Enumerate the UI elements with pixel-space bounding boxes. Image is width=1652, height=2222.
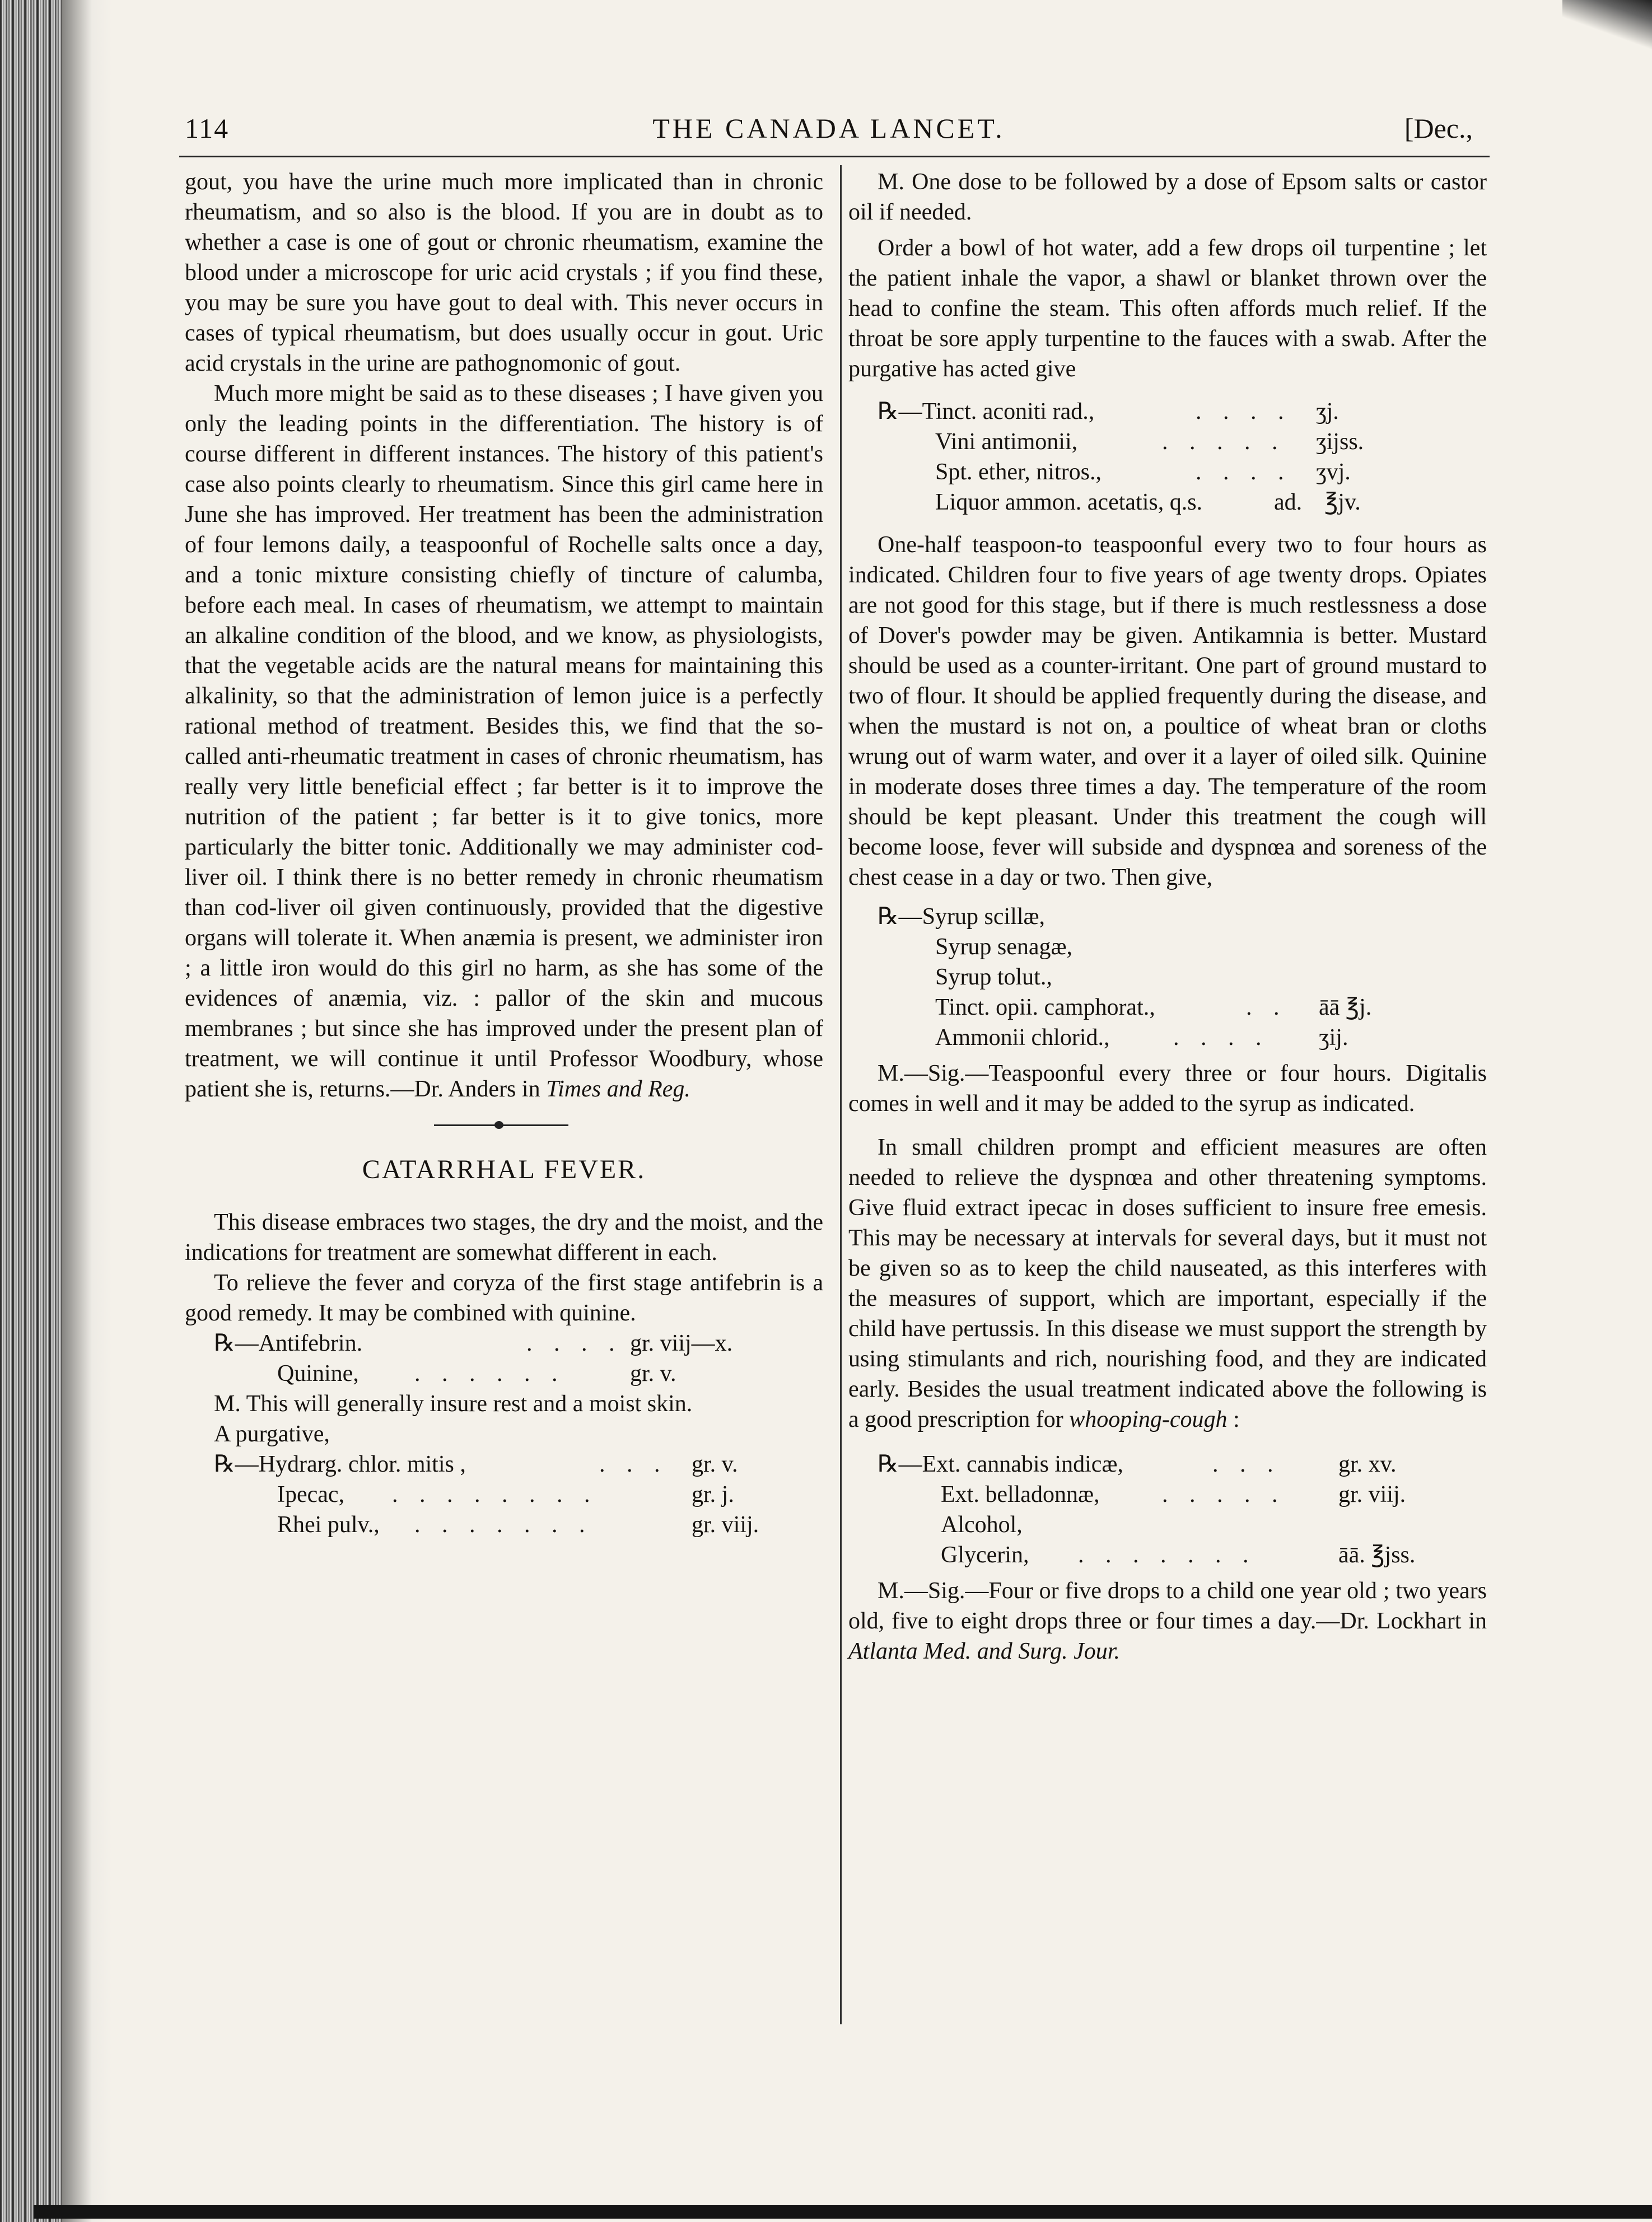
issue-label: [Dec., <box>1404 113 1473 144</box>
body-paragraph: To relieve the fever and coryza of the first stage antifebrin is a good remedy. It may be combined with quinine. <box>185 1270 823 1326</box>
paragraph-text: : <box>1227 1407 1240 1432</box>
running-header <box>185 112 1473 162</box>
scan-corner-artifact <box>1562 0 1652 50</box>
prescription-line: ℞—Syrup scillæ, <box>878 904 1046 930</box>
body-paragraph <box>848 1576 1487 1666</box>
prescription-line: Liquor ammon. acetatis, q.s. ad. ℥jv. <box>935 489 1361 515</box>
body-paragraph: M.—Sig.—Teaspoonful every three or four hours. Digitalis comes in well and it may be added to the syrup as indicated. <box>848 1061 1487 1117</box>
left-column <box>185 167 823 1540</box>
prescription-block <box>185 1449 823 1540</box>
prescription-line: ℞—Antifebrin. . . . . . gr. viij—x. <box>214 1331 733 1356</box>
header-rule <box>179 156 1490 157</box>
scan-gutter-shade <box>62 0 112 2222</box>
journal-title: THE CANADA LANCET. <box>652 113 1005 144</box>
citation: Times and Reg. <box>546 1076 690 1102</box>
page-number: 114 <box>185 113 230 144</box>
scan-binding-shadow <box>0 0 62 2222</box>
prescription-line: Ammonii chlorid., . . . . ʒij. <box>935 1025 1348 1051</box>
prescription-block <box>848 1449 1487 1570</box>
emphasis: whooping-cough <box>1069 1407 1228 1432</box>
prescription-line: Syrup tolut., <box>935 964 1052 990</box>
prescription-line: Ext. belladonnæ, . . . . . gr. viij. <box>941 1482 1406 1507</box>
body-paragraph: M. This will generally insure rest and a moist skin. <box>214 1391 693 1417</box>
column-divider <box>840 165 842 2024</box>
prescription-line: Syrup senagæ, <box>935 934 1072 960</box>
prescription-line: Vini antimonii, . . . . . ʒijss. <box>935 429 1364 455</box>
prescription-line: ℞—Hydrarg. chlor. mitis , . . . gr. v. <box>214 1451 738 1477</box>
prescription-line: Spt. ether, nitros., . . . . ʒvj. <box>935 459 1351 485</box>
prescription-line: Alcohol, <box>941 1512 1023 1538</box>
paragraph-text: In small children prompt and efficient measures are often needed to relieve the dyspnœa and other threatening symptoms. Give fluid extract ipecac in doses sufficient to insure free emesis. This may be necessary at intervals for several days, but it must not be given so as to keep the child nauseated, as this interferes with the measures of support, which are important, especially if the child have pertussis. In this disease we must support the strength by using stimulants and rich, nourishing food, and they are indicated early. Besides the usual treatment indicated above the following is a good prescription for <box>848 1135 1487 1432</box>
body-paragraph: A purgative, <box>214 1421 330 1447</box>
section-heading: CATARRHAL FEVER. <box>362 1155 646 1184</box>
prescription-line: ℞—Ext. cannabis indicæ, . . . gr. xv. <box>878 1451 1397 1477</box>
body-paragraph: gout, you have the urine much more implicated than in chronic rheumatism, and so also is the blood. If you are in doubt as to whether a case is one of gout or chronic rheumatism, examine the blood under a microscope for uric acid crystals ; if you find these, you may be sure you have gout to deal with. This never occurs in cases of typical rheumatism, but does usually occur in gout. Uric acid crystals in the urine are pathognomonic of gout. <box>185 169 823 376</box>
prescription-line: Quinine, . . . . . . gr. v. <box>277 1361 676 1387</box>
prescription-line: ℞—Tinct. aconiti rad., . . . . ʒj. <box>878 399 1339 424</box>
paragraph-text: M.—Sig.—Four or five drops to a child one year old ; two years old, five to eight drops three or four times a day.—Dr. Lockhart in <box>848 1578 1487 1634</box>
right-column <box>848 167 1487 1666</box>
body-paragraph: Order a bowl of hot water, add a few drops oil turpentine ; let the patient inhale the vapor, a shawl or blanket thrown over the head to confine the steam. This often affords much relief. If the throat be sore apply turpentine to the fauces with a swab. After the purgative has acted give <box>848 235 1487 382</box>
prescription-block <box>185 1328 823 1389</box>
scan-bottom-edge <box>34 2205 1652 2219</box>
citation: Atlanta Med. and Surg. Jour. <box>848 1639 1120 1664</box>
prescription-block <box>848 902 1487 1053</box>
prescription-line: Glycerin, . . . . . . . āā. ℥jss. <box>941 1542 1416 1568</box>
body-paragraph: One-half teaspoon-to teaspoonful every two to four hours as indicated. Children four to five years of age twenty drops. Opiates are not good for this stage, but if there is much restlessness a dose of Dover's powder may be given. Antikamnia is better. Mustard should be used as a counter-irritant. One part of ground mustard to two of flour. It should be applied frequently during the disease, and when the mustard is not on, a poultice of wheat bran or cloths wrung out of warm water, and over it a layer of oiled silk. Quinine in moderate doses three times a day. The temperature of the room should be kept pleasant. Under this treatment the cough will become loose, fever will subside and dyspnœa and soreness of the chest cease in a day or two. Then give, <box>848 532 1487 890</box>
prescription-block <box>848 396 1487 517</box>
section-separator <box>185 1117 823 1133</box>
body-paragraph <box>185 379 823 1104</box>
body-paragraph <box>848 1132 1487 1435</box>
prescription-line: Rhei pulv., . . . . . . . gr. viij. <box>277 1512 759 1538</box>
body-paragraph: This disease embraces two stages, the dry and the moist, and the indications for treatment are somewhat different in each. <box>185 1210 823 1266</box>
prescription-line: Ipecac, . . . . . . . . gr. j. <box>277 1482 734 1507</box>
paragraph-text: Much more might be said as to these diseases ; I have given you only the leading points in the differentiation. The history is of course different in different instances. The history of this patient's case also points clearly to rheumatism. Since this girl came here in June she has improved. Her treatment has been the administration of four lemons daily, a teaspoonful of Rochelle salts once a day, and a tonic mixture consisting chiefly of tincture of calumba, before each meal. In cases of rheumatism, we attempt to maintain an alkaline condition of the blood, and we know, as physiologists, that the vegetable acids are the natural means for maintaining this alkalinity, so that the administration of lemon juice is a perfectly rational method of treatment. Besides this, we find that the so-called anti-rheumatic treatment in cases of chronic rheumatism, has really very little beneficial effect ; far better is it to improve the nutrition of the patient ; far better is it to give tonics, more particularly the bitter tonic. Additionally we may administer cod-liver oil. I think there is no better remedy in chronic rheumatism than cod-liver oil given continuously, provided that the digestive organs will tolerate it. When anæmia is present, we administer iron ; a little iron would do this girl no harm, as she has some of the evidences of anæmia, viz. : pallor of the skin and mucous membranes ; but since she has improved under the present plan of treatment, we will continue it until Professor Woodbury, whose patient she is, returns.—Dr. Anders in <box>185 381 823 1102</box>
prescription-line: Tinct. opii. camphorat., . . āā ℥j. <box>935 995 1372 1020</box>
body-paragraph: M. One dose to be followed by a dose of Epsom salts or castor oil if needed. <box>848 169 1487 225</box>
